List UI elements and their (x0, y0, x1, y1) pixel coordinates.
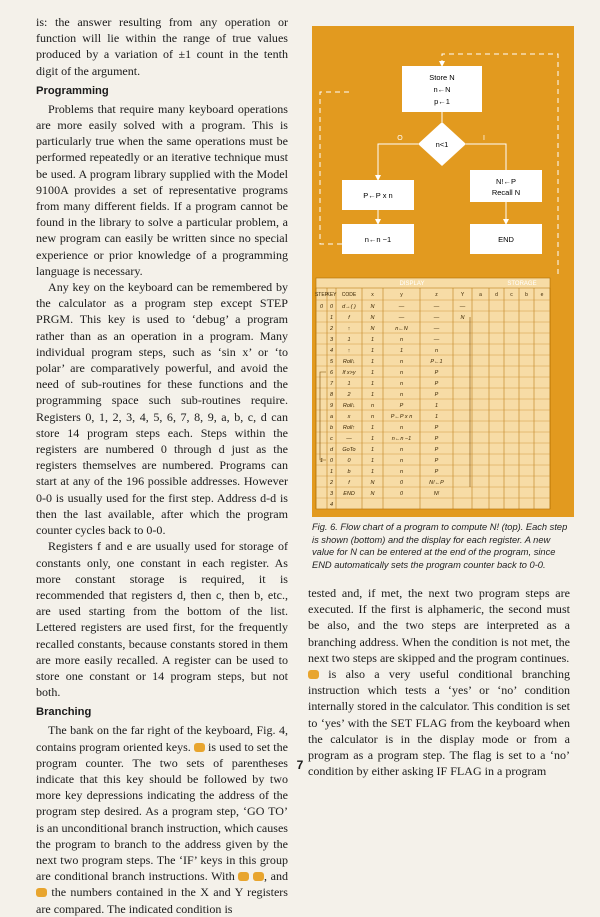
table-cell: N! (433, 491, 440, 497)
flow-text: P←P x n (363, 191, 393, 200)
table-cell: N (370, 491, 375, 497)
table-cell: 4 (329, 502, 334, 508)
table-cell: b (347, 469, 351, 475)
program-table (315, 278, 550, 509)
table-cell: N (370, 326, 375, 332)
page-number: 7 (296, 758, 304, 772)
heading-branching: Branching (36, 706, 92, 719)
table-background (316, 278, 550, 509)
table-cell: n (399, 381, 404, 387)
table-cell: N (370, 480, 375, 486)
table-cell: P (434, 436, 439, 442)
table-cell: — (346, 436, 352, 442)
table-cell: 3 (329, 491, 334, 497)
display-header: DISPLAY (399, 281, 425, 287)
table-cell: 1 (370, 425, 375, 431)
table-cell: 1 (370, 458, 375, 464)
text-run: is used to set the program counter. The two sets of parentheses indicate that this key should be followed by two more key depressions indicating the address of the program step desired. As a program step, ‘GO TO’ is an unconditional branch instruction, which causes the program to branch to the address given by the next two program steps. The ‘IF’ keys in this group are conditional branch instructions. With (36, 739, 289, 884)
table-column-header: y (400, 292, 403, 298)
table-cell: — (433, 315, 440, 321)
table-cell: n (399, 469, 404, 475)
table-cell: N (370, 315, 375, 321)
flow-text: Recall N (491, 188, 521, 197)
table-column-header: c (510, 292, 513, 298)
table-cell: P (434, 447, 439, 453)
table-cell: n (399, 458, 404, 464)
table-cell: 2 (329, 480, 334, 486)
table-column-header: d (495, 292, 498, 298)
goto-key-icon (194, 743, 205, 752)
if-key-icon (253, 872, 264, 881)
table-cell: 1 (347, 337, 351, 343)
table-cell: 1 (370, 370, 375, 376)
table-cell: 7 (329, 381, 334, 387)
table-column-header: CODE (341, 292, 357, 298)
table-cell: d→( ) (342, 304, 356, 310)
table-cell: N (370, 304, 375, 310)
table-column-header: STEP (314, 292, 329, 298)
paragraph: tested and, if met, the next two program steps are executed. If the first is alphameric, the second must be also, and the two steps are interpreted as a branching address. When the condition is not met, the next two steps are skipped and the program continues. (308, 586, 570, 665)
table-cell: 1 (370, 337, 375, 343)
table-cell: 1 (434, 414, 439, 420)
heading-programming: Programming (36, 84, 109, 97)
table-cell: n (434, 348, 439, 354)
table-cell: GoTo (342, 447, 356, 453)
table-cell: 2 (329, 326, 334, 332)
table-cell: n←N (395, 326, 408, 332)
flow-box-recall (470, 170, 542, 202)
table-column-header: a (479, 292, 482, 298)
table-cell: — (459, 304, 466, 310)
table-cell: — (398, 315, 405, 321)
table-cell: 5 (329, 359, 334, 365)
table-cell: Roll↓ (342, 359, 356, 365)
flow-text: n←n −1 (364, 235, 392, 244)
table-cell: 1 (370, 469, 375, 475)
table-cell: 1 (370, 348, 375, 354)
table-cell: If x>y (342, 370, 356, 376)
text-run: The bank on the far right of the keyboard, Fig. 4, contains program oriented keys. (36, 723, 288, 754)
table-cell: x (347, 414, 351, 420)
table-cell: n (399, 370, 404, 376)
table-cell: 6 (329, 370, 334, 376)
table-cell: N!←P (429, 480, 444, 486)
table-cell: n (399, 425, 404, 431)
table-cell: P (434, 392, 439, 398)
text-run: , and (264, 869, 289, 884)
flowchart (342, 66, 542, 254)
paragraph: Any key on the keyboard can be remembered by the calculator as a program step except STEP PRGM. This key is used to ‘debug’ a program rather than as an operation in a program. Many individual program steps, such as ‘sin x’ or ‘to polar’ are comparatively powerful, and avoid the need of sub-routines for these functions and the programming space such sub-routines require. Registers 0, 1, 2, 3, 4, 5, 6, 7, 8, 9, a, b, c, d can store 14 program steps each. Steps within the registers are numbered 0 through d just as the registers themselves are numbered. Programs can start at any of the 196 possible addresses. However 0-0 is usually used for the first step. Address d-d is then the last available, after which the program counter cycles back to 0-0. (36, 280, 288, 538)
table-column-header: b (525, 292, 528, 298)
table-cell: 0 (399, 491, 404, 497)
if-key-icon (36, 888, 47, 897)
table-cell: n (399, 447, 404, 453)
table-cell: c (330, 436, 333, 442)
if-key-icon (238, 872, 249, 881)
table-cell: f (348, 315, 350, 321)
table-cell: P←P x n (390, 414, 413, 420)
table-cell: 1 (329, 315, 334, 321)
table-cell: Roll↓ (342, 403, 356, 409)
flow-text: p←1 (434, 97, 450, 106)
table-cell: P (434, 458, 439, 464)
figure-panel (312, 26, 574, 517)
flow-text: N!←P (495, 177, 517, 186)
table-cell: a (329, 414, 334, 420)
table-cell: Roll↑ (342, 425, 356, 431)
figure-caption: Fig. 6. Flow chart of a program to compute N! (top). Each step is shown (bottom) and the display for each register. A new value for N can be entered at the end of the program, since END automatically sets the program counter back to 0-0. (312, 522, 568, 570)
table-cell: 0 (329, 304, 334, 310)
right-column (308, 585, 570, 779)
table-cell: n (399, 392, 404, 398)
paragraph: is: the answer resulting from any operation or function will lie within the range of true values produced by a variation of ±1 count in the tenth digit of the argument. (36, 15, 288, 78)
table-cell: P (434, 370, 439, 376)
if-flag-key-icon (308, 670, 319, 679)
table-cell: — (433, 337, 440, 343)
table-cell: 2 (347, 392, 351, 398)
table-cell: 8 (329, 392, 334, 398)
table-cell: 0 (399, 480, 404, 486)
table-cell: 0 (347, 458, 351, 464)
text-run: is also a very useful conditional branching instruction which tests a ‘yes’ or ‘no’ condition internally stored in the calculator. This condition is set to ‘yes’ with the SET FLAG from the keyboard when the calculator is in the display mode or from a program as a program step. The flag is set to a ‘no’ condition by either asking IF FLAG in a program (308, 667, 571, 779)
table-cell: N (460, 315, 465, 321)
table-cell: P (434, 469, 439, 475)
paragraph: Problems that require many keyboard operations are more easily solved with a program. This is particularly true when the same operations must be performed repeatedly or an iterative technique must be used. A program library supplied with the Model 9100A provides a set of representative programs from many different fields. If a program cannot be found in the library to solve a particular problem, a new program can easily be written since no special experience or prior knowledge of a programming language is necessary. (36, 101, 288, 278)
table-column-header: x (371, 292, 374, 298)
table-cell: END (343, 491, 355, 497)
table-cell: n (370, 403, 375, 409)
table-cell: 1 (347, 381, 351, 387)
table-cell: — (433, 304, 440, 310)
svg-text:O: O (397, 135, 403, 142)
table-cell: P←1 (430, 359, 443, 365)
table-cell: 0 (329, 458, 334, 464)
table-cell: P (434, 425, 439, 431)
table-cell: 1 (319, 458, 324, 464)
storage-header: STORAGE (507, 281, 537, 287)
table-column-header: Y (460, 292, 465, 298)
table-cell: ↑ (347, 348, 351, 354)
table-cell: 1 (370, 436, 375, 442)
paragraph (36, 722, 288, 916)
table-cell: 1 (370, 381, 375, 387)
table-column-header: z (435, 292, 438, 298)
table-cell: — (398, 304, 405, 310)
table-cell: 1 (370, 447, 375, 453)
flow-text: Store N (429, 73, 455, 82)
paragraph (308, 666, 570, 779)
table-cell: n (399, 337, 404, 343)
table-cell: 1 (370, 392, 375, 398)
table-cell: 3 (329, 337, 334, 343)
table-cell: n (399, 359, 404, 365)
table-cell: 1 (370, 359, 375, 365)
flow-text: END (498, 235, 514, 244)
table-column-header: e (540, 292, 544, 298)
table-cell: ↑ (347, 326, 351, 332)
table-cell: 1 (399, 348, 404, 354)
left-column (36, 14, 288, 917)
table-cell: n (370, 414, 375, 420)
table-cell: f (348, 480, 350, 486)
table-cell: P (399, 403, 404, 409)
table-cell: d (329, 447, 334, 453)
table-cell: — (433, 326, 440, 332)
flow-text: n<1 (435, 140, 449, 149)
table-cell: P (434, 381, 439, 387)
flow-text: n←N (433, 85, 451, 94)
table-cell: 1 (434, 403, 439, 409)
table-cell: n←n −1 (391, 436, 412, 442)
table-cell: 9 (329, 403, 334, 409)
table-cell: 1 (329, 469, 334, 475)
table-cell: 4 (329, 348, 334, 354)
table-cell: 0 (319, 304, 324, 310)
paragraph: Registers f and e are usually used for storage of constants only, one constant in each register. As more constant storage is required, it is recommended that registers d, then c, then b, etc., are used starting from the bottom of the list. Lettered registers are used first, for the frequently recalled constants, because constants stored in them are more easily recalled. A register can be used to store one constant or 14 program steps, but not both. (36, 539, 288, 700)
table-column-header: KEY (326, 292, 337, 298)
table-cell: b (329, 425, 334, 431)
text-run: the numbers contained in the X and Y registers are compared. The indicated condition is (36, 885, 288, 916)
svg-text:I: I (483, 135, 485, 142)
